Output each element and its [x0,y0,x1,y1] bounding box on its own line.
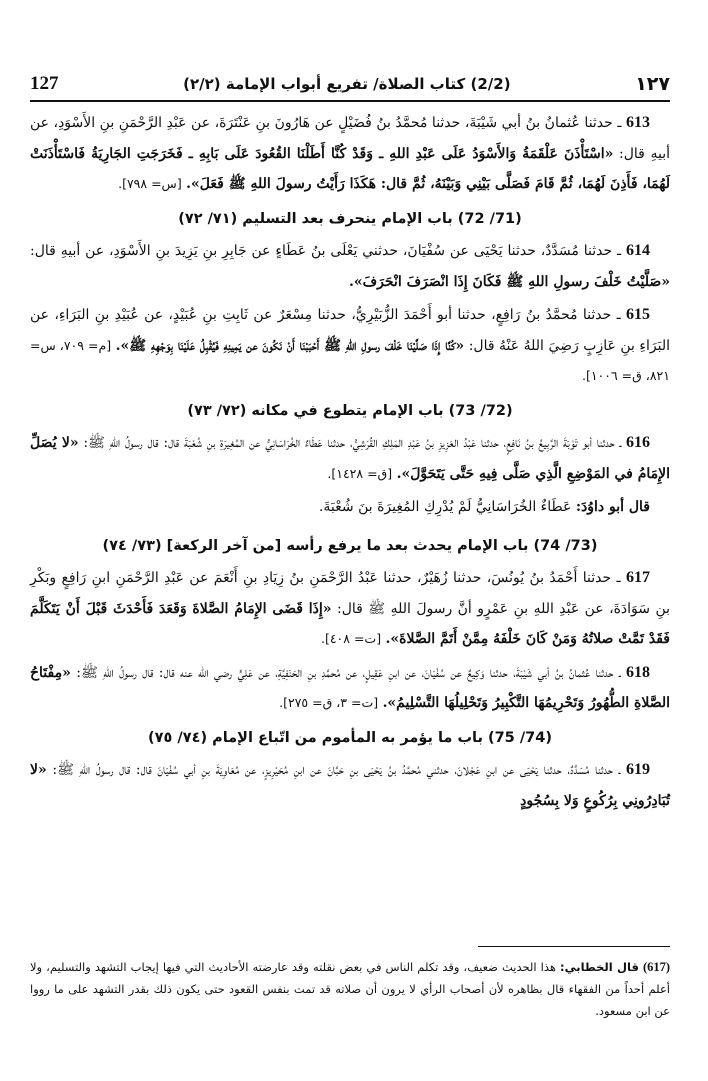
hadith-number: 617 [626,569,651,586]
page-header [30,70,670,98]
hadith-isnad: ـ حدثنا مُسَدَّدٌ، حدثنا يَحْيَى عن سُفْيَانَ، حدثني يَعْلَى بنُ عَطَاءٍ عن جَابِرِ بنِ يَزِيدَ بنِ الأَسْوَدِ، عن أبيهِ قال: [30,243,622,259]
hadith-matn: «لا تُبَادِرُونِي بِرُكُوعٍ وَلا بِسُجُودٍ [30,762,670,809]
chapter-heading-74: (73/ 74) باب الإمام يحدث بعد ما يرفع رأسه [من آخر الركعة] (٧٣/ ٧٤) [102,537,598,554]
hadith-number: 616 [626,434,650,451]
hadith-matn: «لا يُصَلِّ الإِمَامُ في المَوْضِعِ الَّذِي صَلَّى فِيهِ حَتَّى يَتَحَوَّلَ». [30,435,670,482]
hadith-isnad: ـ حدثنا أبو تَوْبَةَ الرَّبِيعُ بنُ نَافِعٍ، حدثنا عَبْدُ العَزِيزِ بنُ عَبْدِ المَلِكِ القُرَشِيُّ، حدثنا عَطَاءٌ الخُرَاسَانِيُّ عن المُغِيرَةِ بنِ شُعْبَةَ قال: قال رسولُ اللهِ ﷺ: [83,435,622,451]
running-title: (2/2) كتاب الصلاة/ تفريع أبواب الإمامة (٢/٢) [183,75,511,93]
hadith-614 [30,236,670,297]
note-label: قال أبو داوُدَ: [575,499,650,515]
chapter-heading-73: (72/ 73) باب الإمام يتطوع في مكانه (٧٢/ ٧٣) [187,402,513,419]
footnote [30,956,670,1022]
page-number-arabic: ١٢٧ [635,73,670,95]
hadith-613 [30,108,670,200]
hadith-isnad: ـ حدثنا مُحمَّدُ بنُ رَافِعٍ، حدثنا أبو أَحْمَدَ الزُّبَيْرِيُّ، حدثنا مِسْعَرٌ عن ثَابِتِ بنِ عُبَيْدٍ، عن عُبَيْدِ بنِ البَرَاءِ، عن البَرَاءِ بنِ عَازِبٍ رَضِيَ اللهُ عَنْهُ قال: [30,307,670,354]
hadith-number: 619 [626,761,651,778]
hadith-isnad: ـ حدثنا عُثمانُ بنُ أبي شَيْبَةَ، حدثنا مُحمَّدُ بنُ فُضَيْلٍ عن هَارُونَ بنِ عَنْتَرَةَ، عن عَبْدِ الرَّحْمَنِ بنِ الأَسْوَدِ، عن أبيهِ قال: [30,115,670,162]
page-number-latin: 127 [30,73,59,94]
hadith-616 [30,428,670,489]
hadith-number: 613 [626,114,650,131]
hadith-number: 614 [626,242,650,259]
hadith-matn: «اسْتَأْذَنَ عَلْقَمَةُ وَالأَسْوَدُ عَلَى عَبْدِ اللهِ ـ وَقَدْ كُنَّا أَطَلْنَا القُعُودَ عَلَى بَابِهِ ـ فَخَرَجَتِ الجَارِيَةُ فَاسْتَأْذَنَتْ لَهُمَا، فَأَذِنَ لَهُمَا، ثُمَّ قَامَ فَصَلَّى بَيْنِي وَبَيْنَهُ، ثُمَّ قال: هَكَذَا رَأَيْتُ رسولَ اللهِ ﷺ فَعَلَ». [30,145,670,192]
note-text: عَطَاءٌ الخُرَاسَانِيُّ لَمْ يُدْرِكِ المُغِيرَةَ بنَ شُعْبَةَ. [318,499,572,515]
hadith-matn: «إِذَا قَضَى الإِمَامُ الصَّلاةَ وَقَعَدَ فَأَحْدَثَ قَبْلَ أَنْ يَتَكَلَّمَ فَقَدْ تَمَّتْ صلاتُهُ وَمَنْ كَانَ خَلْفَهُ مِمَّنْ أَتَمَّ الصَّلاةَ». [30,600,670,647]
hadith-617 [30,563,670,655]
hadith-reference: [ت= ٣، ق= ٢٧٥]. [279,695,379,710]
hadith-isnad: ـ حدثنا مُسَدَّدٌ، حدثنا يَحْيَى عن ابنِ عَجْلانَ، حدثني مُحمَّدُ بنُ يَحْيَى بنِ حَبَّانَ عن ابنِ مُحَيْرِيزٍ، عن مُعَاوِيَةَ بنِ أبي سُفْيَانَ قال: قال رسولُ اللهِ ﷺ: [52,762,621,778]
hadith-reference: [م= ٧٠٩، س= ٨٢١، ق= ١٠٠٦]. [30,337,670,383]
footnote-label: قال الخطابي: [560,960,639,974]
hadith-isnad: ـ حدثنا عُثمانُ بنُ أبي شَيْبَةَ، حدثنا وَكِيعٌ عن سُفْيَانَ، عن ابنِ عَقِيلٍ، عن مُحمَّدِ بنِ الحَنَفِيَّةِ، عن عَلِيٍّ رضي الله عنه قال: قال رسولُ اللهِ ﷺ: [76,664,621,681]
hadith-matn: «صَلَّيْتُ خَلْفَ رسولِ اللهِ ﷺ فَكَانَ إِذَا انْصَرَفَ انْحَرَفَ». [349,273,670,290]
footnote-rule [478,946,670,947]
chapter-heading-75: (74/ 75) باب ما يؤمر به المأموم من اتّباع الإمام (٧٤/ ٧٥) [148,729,552,746]
footnote-text: هذا الحديث ضعيف، وقد تكلم الناس في بعض نقلته وقد عارضته الأحاديث التي فيها إيجاب التشهد والتسليم، ولا أعلم أحداً من الفقهاء قال بظاهره لأن أصحاب الرأي لا يرون أن صلاته قد تمت بنفس القعود حتى يكون ذلك بقدر التشهد على ما رووا عن ابن مسعود. [30,960,670,1018]
header-rule [30,100,670,102]
hadith-reference: [ت= ٤٠٨]. [320,631,382,646]
abu-dawud-note [30,492,670,523]
chapter-heading-72: (71/ 72) باب الإمام ينحرف بعد التسليم (٧١/ ٧٢) [178,210,522,227]
hadith-reference: [ق= ١٤٢٨]. [327,465,393,481]
hadith-matn: «كُنَّا إِذَا صَلَّيْنَا خَلْفَ رسولِ اللهِ ﷺ أَحْبَبْنَا أَنْ نَكُونَ عن يَمِينِهِ فَيُقْبِلُ عَلَيْنَا بِوَجْهِهِ ﷺ». [115,337,465,354]
footnote-number: (617) [642,960,671,974]
hadith-619 [30,755,670,816]
hadith-618 [30,658,670,719]
hadith-isnad: ـ حدثنا أَحْمَدُ بنُ يُونُسَ، حدثنا زُهَيْرٌ، حدثنا عَبْدُ الرَّحْمَنِ بنُ زِيَادِ بنِ أَنْعَمَ عن عَبْدِ الرَّحْمَنِ ابنِ رَافِعٍ وبَكْرِ بنِ سَوَادَةَ، عن عَبْدِ اللهِ بنِ عَمْرٍو أنَّ رسولَ اللهِ ﷺ قال: [30,570,670,617]
hadith-number: 615 [626,306,650,323]
main-text [30,108,670,819]
hadith-615 [30,300,670,392]
hadith-number: 618 [626,663,651,681]
hadith-matn: «مِفْتَاحُ الصَّلاةِ الطُّهُورُ وَتَحْرِيمُهَا التَّكْبِيرُ وَتَحْلِيلُهَا التَّسْلِيمُ». [30,664,670,711]
hadith-reference: [س= ٧٩٨]. [118,176,182,191]
